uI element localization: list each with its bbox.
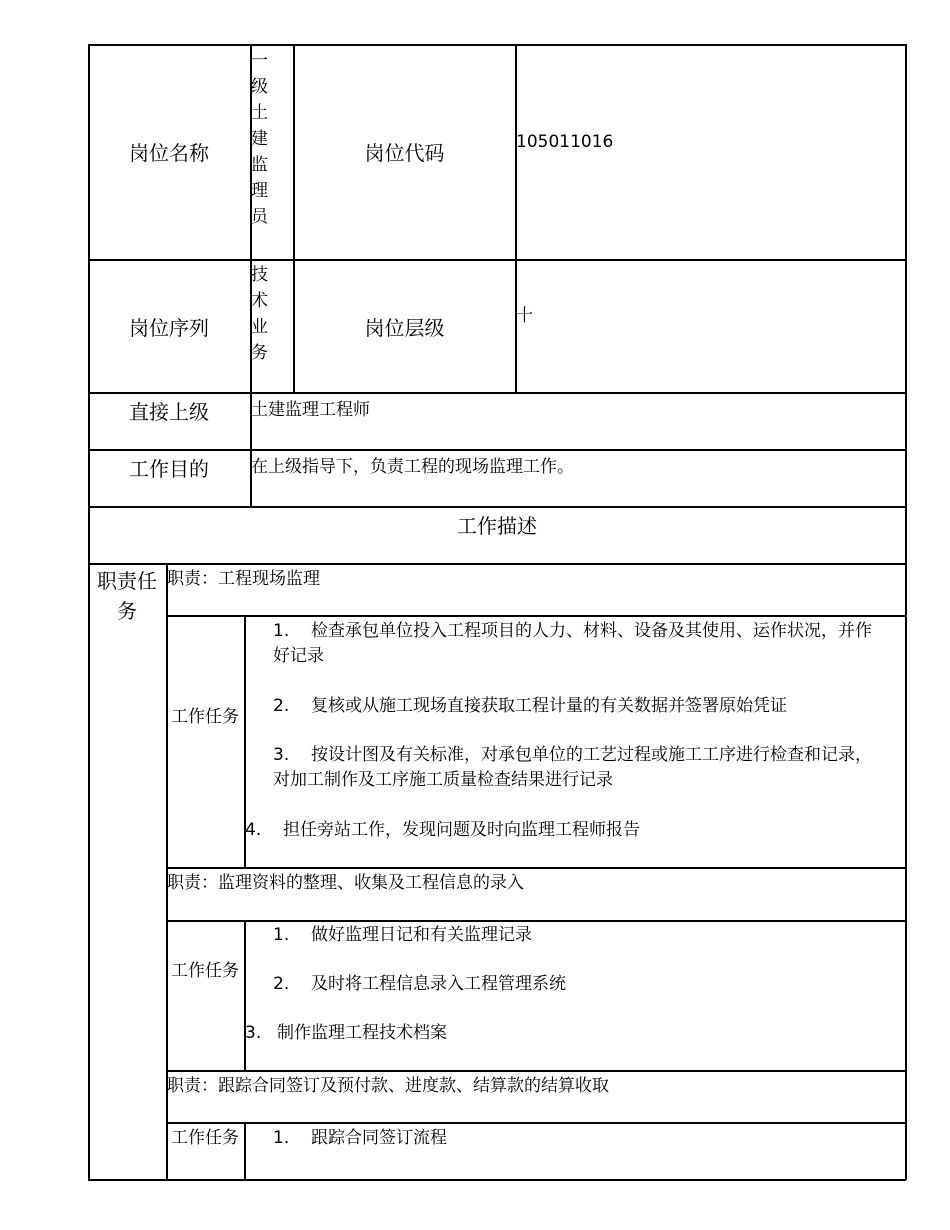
position-name-value: 一级土建监理员 bbox=[251, 51, 268, 227]
position-name-label: 岗位名称 bbox=[129, 141, 209, 165]
position-code-label: 岗位代码 bbox=[364, 141, 445, 165]
table-border-bottom bbox=[88, 1179, 906, 1181]
task-text: 检查承包单位投入工程项目的人力、材料、设备及其使用、运作状况，并作好记录 bbox=[273, 621, 872, 666]
row-divider bbox=[166, 920, 906, 922]
purpose-label: 工作目的 bbox=[129, 456, 209, 481]
task-text: 跟踪合同签订流程 bbox=[311, 1128, 447, 1148]
task-text: 复核或从施工现场直接获取工程计量的有关数据并签署原始凭证 bbox=[311, 696, 787, 716]
duty-title: 职责：工程现场监理 bbox=[167, 569, 320, 589]
row-divider bbox=[166, 867, 906, 869]
sequence-value: 技术业务 bbox=[251, 265, 268, 363]
sequence-label: 岗位序列 bbox=[129, 315, 209, 340]
duties-label: 职责任务 bbox=[97, 569, 157, 623]
row-divider bbox=[166, 615, 906, 617]
task-item bbox=[245, 818, 885, 843]
task-number: 2. bbox=[273, 974, 290, 994]
task-text: 担任旁站工作，发现问题及时向监理工程师报告 bbox=[283, 820, 640, 840]
task-number: 1. bbox=[273, 1128, 290, 1148]
col-divider bbox=[244, 920, 246, 1070]
duty-title: 职责：跟踪合同签订及预付款、进度款、结算款的结算收取 bbox=[167, 1076, 609, 1096]
task-item bbox=[245, 1021, 885, 1046]
col-divider bbox=[515, 44, 517, 392]
row-divider bbox=[88, 563, 906, 565]
task-label: 工作任务 bbox=[171, 707, 239, 727]
task-item bbox=[273, 743, 888, 793]
task-item bbox=[273, 972, 888, 997]
task-text: 及时将工程信息录入工程管理系统 bbox=[311, 974, 566, 994]
task-text: 做好监理日记和有关监理记录 bbox=[311, 925, 532, 945]
position-code-value: 105011016 bbox=[516, 132, 614, 152]
level-value: 十 bbox=[516, 306, 533, 326]
task-number: 3. bbox=[273, 745, 290, 765]
task-number: 1. bbox=[273, 925, 290, 945]
task-text: 按设计图及有关标准，对承包单位的工艺过程或施工工序进行检查和记录，对加工制作及工序施工质量检查结果进行记录 bbox=[273, 745, 872, 790]
level-label: 岗位层级 bbox=[364, 315, 445, 340]
task-number: 3. bbox=[245, 1023, 262, 1043]
task-number: 2. bbox=[273, 696, 290, 716]
task-item bbox=[273, 694, 888, 719]
task-item bbox=[273, 1126, 888, 1151]
row-divider bbox=[166, 1122, 906, 1124]
purpose-value: 在上级指导下，负责工程的现场监理工作。 bbox=[251, 457, 574, 477]
row-divider bbox=[166, 1070, 906, 1072]
description-title: 工作描述 bbox=[457, 513, 537, 538]
table-border-right bbox=[905, 44, 907, 1180]
task-number: 1. bbox=[273, 621, 290, 641]
task-number: 4. bbox=[245, 820, 262, 840]
supervisor-label: 直接上级 bbox=[129, 399, 209, 424]
task-text: 制作监理工程技术档案 bbox=[277, 1023, 447, 1043]
col-divider bbox=[244, 1122, 246, 1180]
job-description-table bbox=[88, 44, 906, 1180]
duty-title: 职责：监理资料的整理、收集及工程信息的录入 bbox=[167, 873, 524, 893]
task-label: 工作任务 bbox=[171, 1128, 239, 1148]
task-item bbox=[273, 923, 888, 948]
task-item bbox=[273, 619, 888, 669]
supervisor-value: 土建监理工程师 bbox=[251, 400, 370, 420]
task-label: 工作任务 bbox=[171, 961, 239, 981]
